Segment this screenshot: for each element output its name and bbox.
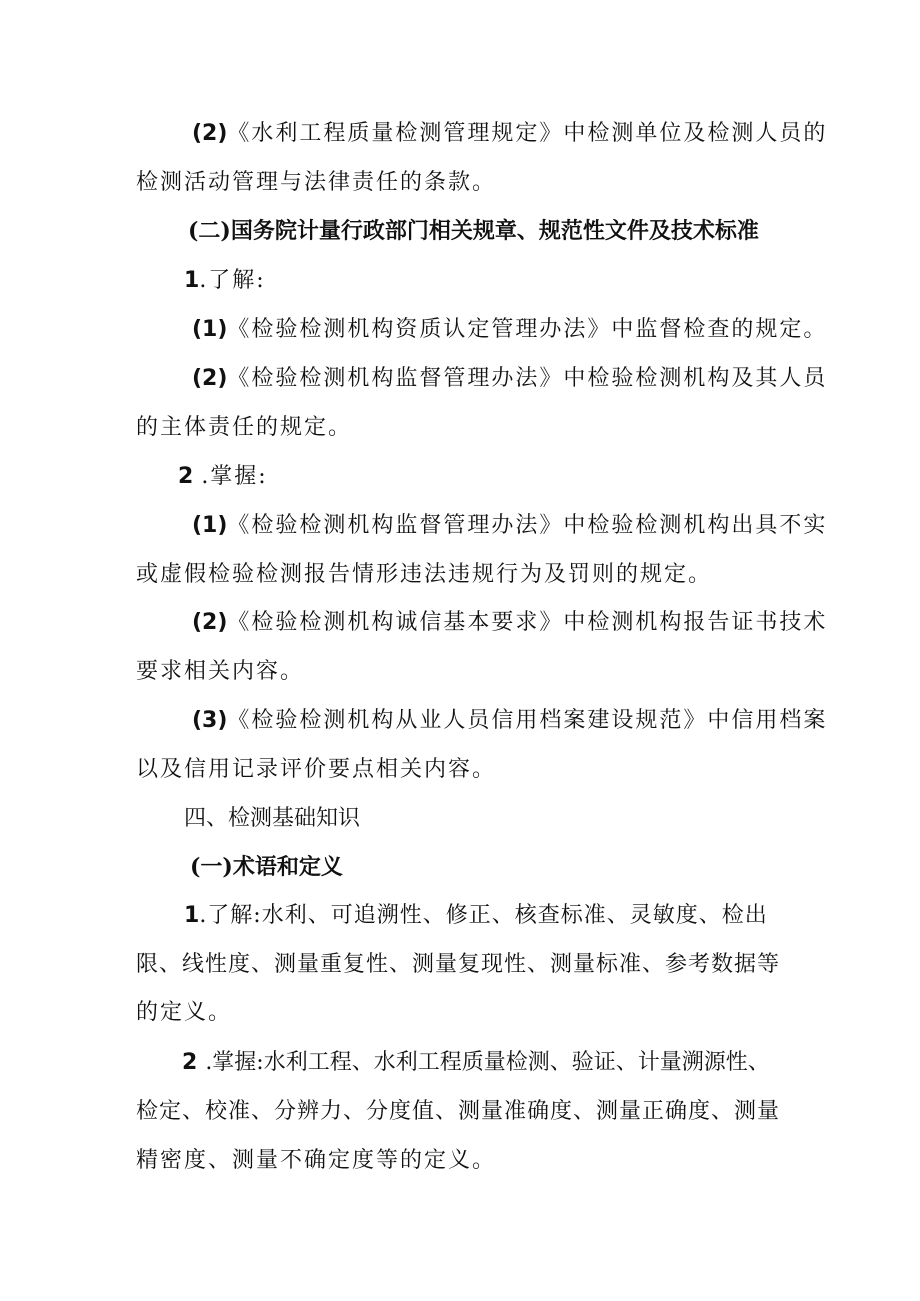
- item-number: (1): [192, 513, 228, 538]
- section-heading: (二)国务院计量行政部门相关规章、规范性文件及技术标准: [188, 218, 759, 244]
- paragraph-text: 《水利工程质量检测管理规定》中检测单位及检测人员的: [227, 121, 828, 146]
- paragraph-line: 精密度、测量不确定度等的定义。: [136, 1148, 497, 1173]
- paragraph-line: [192, 511, 827, 541]
- item-number: 1: [184, 268, 200, 293]
- paragraph-line: [192, 364, 827, 394]
- paragraph-line: 要求相关内容。: [136, 659, 305, 684]
- item-number: (2): [192, 121, 228, 146]
- paragraph-line: [192, 315, 827, 345]
- subheading-text: .了解:: [199, 268, 266, 293]
- paragraph-line: 限、线性度、测量重复性、测量复现性、测量标准、参考数据等: [136, 952, 781, 977]
- item-number: (1): [192, 317, 228, 342]
- paragraph-line: 的主体责任的规定。: [136, 415, 353, 440]
- paragraph-line: [192, 608, 827, 638]
- item-number: 2: [182, 1050, 198, 1075]
- subheading-master: [178, 462, 268, 492]
- item-number: 2: [178, 464, 194, 489]
- paragraph-text: 《检验检测机构诚信基本要求》中检测机构报告证书技术: [227, 610, 828, 635]
- paragraph-line: 或虚假检验检测报告情形违法违规行为及罚则的规定。: [136, 562, 713, 587]
- item-number: (3): [192, 708, 228, 733]
- paragraph-line: [192, 119, 827, 149]
- item-number: 1: [184, 903, 200, 928]
- subheading-text: .掌握:: [201, 464, 268, 489]
- paragraph-line: 检定、校准、分辨力、分度值、测量准确度、测量正确度、测量: [136, 1099, 781, 1124]
- paragraph-line: 以及信用记录评价要点相关内容。: [136, 757, 497, 782]
- subheading-understand: [184, 266, 266, 296]
- item-number: (2): [192, 610, 228, 635]
- paragraph-text: 《检验检测机构监督管理办法》中检验检测机构及其人员: [227, 366, 828, 391]
- subsection-heading: (一)术语和定义: [190, 854, 343, 880]
- paragraph-line: [182, 1048, 770, 1078]
- paragraph-line: [192, 706, 827, 736]
- paragraph-text: 《检验检测机构监督管理办法》中检验检测机构出具不实: [227, 513, 828, 538]
- item-number: (2): [192, 366, 228, 391]
- paragraph-line: [184, 901, 768, 931]
- paragraph-line: 的定义。: [136, 1000, 233, 1025]
- paragraph-text: 《检验检测机构从业人员信用档案建设规范》中信用档案: [227, 708, 828, 733]
- paragraph-line: 检测活动管理与法律责任的条款。: [136, 170, 497, 195]
- paragraph-text: 《检验检测机构资质认定管理办法》中监督检查的规定。: [227, 317, 828, 342]
- paragraph-text: .了解:水利、可追溯性、修正、核查标准、灵敏度、检出: [199, 903, 768, 928]
- chapter-heading: 四、检测基础知识: [184, 806, 361, 831]
- paragraph-text: .掌握:水利工程、水利工程质量检测、验证、计量溯源性、: [205, 1050, 770, 1075]
